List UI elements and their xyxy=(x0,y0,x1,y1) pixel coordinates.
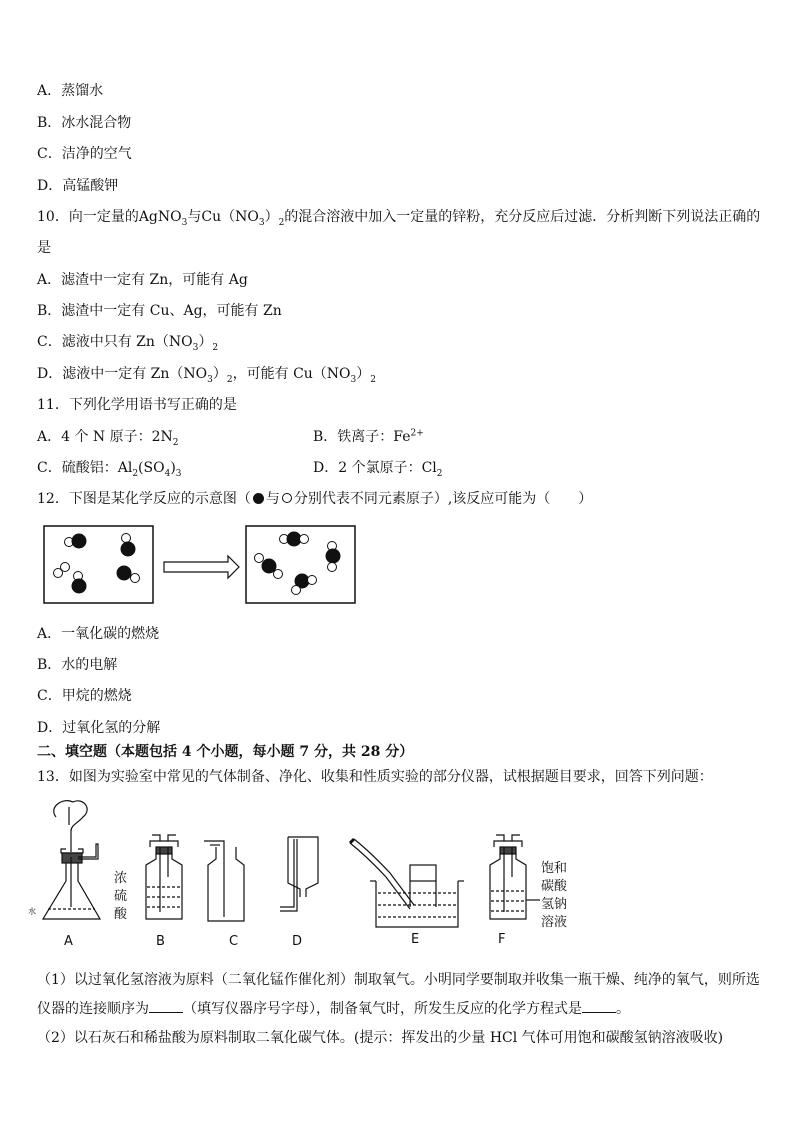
black-atom-icon xyxy=(253,493,264,504)
q12-option-b: B．水的电解 xyxy=(37,657,118,673)
q13-part1-line1: （1）以过氧化氢溶液为原料（二氧化锰作催化剂）制取氧气。小明同学要制取并收集一瓶干燥、纯净的氧气，则所选 xyxy=(37,972,760,988)
q11-option-b: B．铁离子：$Fe^{2+}$ xyxy=(313,428,424,445)
q12-option-d: D．过氧化氢的分解 xyxy=(37,720,161,736)
q13-stem: 13．如图为实验室中常见的气体制备、净化、收集和性质实验的部分仪器，试根据题目要求，回答下列问题： xyxy=(37,769,713,785)
q9-option-b: B．冰水混合物 xyxy=(37,115,132,131)
water-label: 水 xyxy=(28,907,36,916)
white-atom-icon xyxy=(282,493,292,503)
answer-blank-2[interactable] xyxy=(582,998,616,1013)
q10-stem: 10．向一定量的AgNO$_3$与$Cu(NO_3)_2$的混合溶液中加入一定量的锌粉，充分反应后过滤．分析判断下列说法正确的 xyxy=(37,209,761,228)
b-side-label: 浓 硫 酸 xyxy=(114,871,128,922)
reaction-diagram xyxy=(42,524,362,606)
q9-option-a: A．蒸馏水 xyxy=(37,83,104,99)
q10-option-c: C．滤液中只有 $Zn(NO_3)_2$ xyxy=(37,334,219,353)
answer-blank-1[interactable] xyxy=(149,998,183,1013)
q11-option-a: A．4 个 N 原子：$2N_2$ xyxy=(37,429,179,448)
q11-stem: 11．下列化学用语书写正确的是 xyxy=(37,397,237,413)
q9-option-d: D．高锰酸钾 xyxy=(37,178,119,194)
label-d: D xyxy=(292,934,303,949)
q12-option-c: C．甲烷的燃烧 xyxy=(37,688,132,704)
label-e: E xyxy=(411,932,420,947)
section-title: 二、填空题（本题包括 4 个小题，每小题 7 分，共 28 分） xyxy=(37,744,414,760)
q10-option-d: D．滤液中一定有 $Zn(NO_3)_2$，可能有 $Cu(NO_3)_2$ xyxy=(37,366,376,385)
q10-option-b: B．滤渣中一定有 Cu、Ag，可能有 Zn xyxy=(37,303,282,319)
q10-stem-line2: 是 xyxy=(37,240,51,256)
f-side-label: 饱和 碳酸 氢钠 溶液 xyxy=(541,861,568,930)
q11-option-d: D．2 个氯原子：$Cl_2$ xyxy=(313,460,443,479)
q12-option-a: A．一氧化碳的燃烧 xyxy=(37,626,160,642)
q9-option-c: C．洁净的空气 xyxy=(37,146,132,162)
label-f: F xyxy=(498,932,506,947)
q13-part1-line2: 仪器的连接顺序为 （填写仪器序号字母），制备氧气时，所发生反应的化学方程式是 。 xyxy=(37,998,630,1019)
q13-part2: （2）以石灰石和稀盐酸为原料制取二氧化碳气体。(提示：挥发出的少量 HCl 气体可用饱和碳酸氢钠溶液吸收) xyxy=(37,1030,724,1046)
q11-option-c: C．硫酸铝：$Al_2(SO_4)_3$ xyxy=(37,460,182,479)
q10-option-a: A．滤渣中一定有 Zn，可能有 Ag xyxy=(37,272,248,288)
q12-stem: 12．下图是某化学反应的示意图（ 与 分别代表不同元素原子）,该反应可能为（ ） xyxy=(37,491,593,507)
label-b: B xyxy=(156,934,165,949)
label-c: C xyxy=(229,934,239,949)
label-a: A xyxy=(64,934,73,949)
